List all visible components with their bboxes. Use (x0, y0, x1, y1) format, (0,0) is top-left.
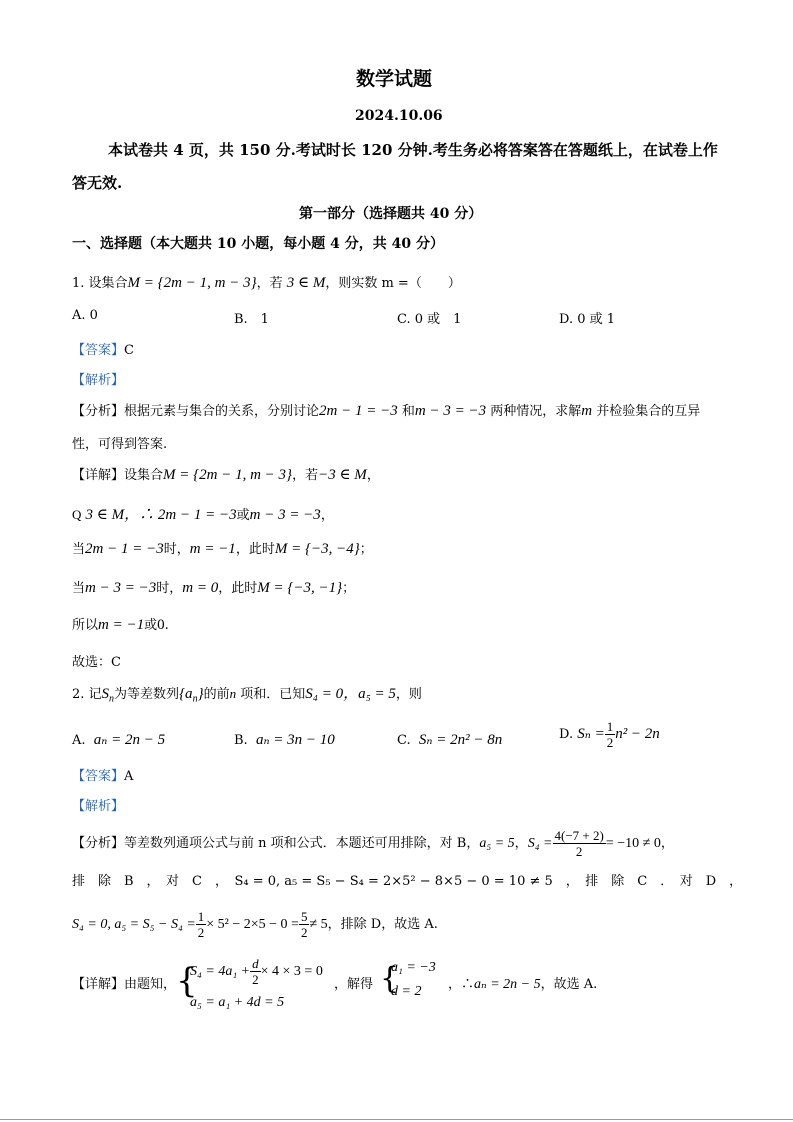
part-heading: 第一部分（选择题共 40 分） (299, 206, 483, 222)
opt-d-den: 2 (606, 735, 614, 750)
q1-option-a[interactable]: A. 0 (72, 308, 98, 323)
q2-seq: {a (179, 686, 193, 702)
detail-text2: ，若 (292, 468, 319, 483)
opt-c-label: C. (397, 733, 411, 748)
detail-therefore: ，∴ (448, 977, 475, 992)
q2-analysis-line2: 排 除 B ， 对 C ， S₄ = 0, a₅ = S₅ − S₄ = 2×5² − 8×5 − 0 = 10 ≠ 5 ， 排 除 C ． 对 D ， (72, 874, 743, 889)
analysis-text3: 并检验集合的互异 (596, 404, 701, 419)
q2-ask: ，则 (395, 687, 422, 702)
analysis-eq1: 2m − 1 = −3 (319, 403, 398, 419)
opt-a-expr: aₙ = 2n − 5 (93, 732, 166, 748)
analysis-m: m (581, 403, 593, 419)
analysis-a5: a₅ = 5 (479, 836, 515, 851)
line3-f1-den: 2 (197, 925, 205, 940)
q1-prefix: 1. 设集合 (72, 276, 128, 291)
q2-mid1: 为等差数列 (114, 687, 180, 702)
case1-set: M = {−3, −4} (274, 541, 360, 557)
opt-b-label: B. (234, 733, 248, 748)
so-val: m = −1 (98, 617, 145, 633)
q1-because-line (72, 503, 334, 524)
q2-seq-close: } (197, 686, 204, 702)
q2-known: S₄ = 0，a₅ = 5 (305, 686, 396, 702)
q2-mid2: 的前 (203, 687, 230, 702)
case2-mid: 时， (156, 581, 183, 596)
sys1-frac (250, 956, 261, 987)
q2-answer (72, 765, 133, 784)
so-pre: 所以 (72, 618, 99, 633)
line3-f2-num: 5 (300, 909, 308, 924)
q1-option-c[interactable]: C. 0 或 1 (397, 312, 462, 327)
q2-mid3: 项和．已知 (240, 687, 306, 702)
case1-then: ，此时 (235, 542, 275, 557)
solution-brace: { (380, 961, 400, 996)
q1-cond-pre: ，若 (256, 276, 283, 291)
q1-ask: ，则实数 m =（ ） (325, 276, 461, 291)
line3-f2-den: 2 (300, 925, 308, 940)
detail-final: ，故选 A. (540, 977, 598, 992)
q2-stem (72, 682, 422, 705)
line3-post: ≠ 5 (309, 917, 328, 932)
opt-b-expr: aₙ = 3n − 10 (255, 732, 335, 748)
line3-text: ，排除 D，故选 A. (327, 917, 438, 932)
q2-seq-sub: n (192, 693, 198, 705)
because-end: ， (320, 508, 334, 523)
case2-eq: m − 3 = −3 (85, 580, 157, 596)
because-b: ，∴ 2m − 1 = −3 (124, 507, 237, 523)
case1-eq: 2m − 1 = −3 (85, 541, 164, 557)
analysis-s4: S₄ = (527, 836, 553, 851)
q2-n: n (229, 686, 237, 701)
analysis-frac-num: 4(−7 + 2) (554, 828, 604, 843)
q1-choice: 故选：C (72, 655, 121, 670)
q1-case1 (72, 538, 373, 558)
q2-sn: S (101, 686, 110, 702)
intro-line-1: 本试卷共 4 页，共 150 分.考试时长 120 分钟.考生务必将答案答在答题纸上，在试卷上作 (108, 141, 718, 159)
opt-c-expr: Sₙ = 2n² − 8n (418, 732, 503, 748)
q2-analysis-line1 (72, 828, 674, 859)
analysis-frac-den: 2 (575, 844, 583, 859)
q2-option-c[interactable] (397, 730, 502, 749)
detail-cond: −3 ∈ M (318, 467, 367, 483)
q1-option-b[interactable]: B. 1 (234, 312, 269, 327)
q1-jiexi-tag: 【解析】 (72, 373, 125, 388)
answer-value: A (124, 769, 134, 784)
q2-sn-sub: n (109, 693, 115, 705)
detail-tag: 【详解】 (72, 468, 125, 483)
case1-end: ； (359, 542, 373, 557)
case1-mid: 时， (163, 542, 190, 557)
analysis-s4-post: = −10 ≠ 0 (605, 836, 661, 851)
line3-pre: S₄ = 0, a₅ = S₅ − S₄ = (72, 917, 196, 932)
q1-answer (72, 339, 134, 358)
case2-end: ； (342, 581, 356, 596)
q2-option-a[interactable] (72, 730, 165, 749)
opt-d-label: D. (559, 727, 574, 742)
detail-text: 设集合 (124, 468, 164, 483)
solution-a1: a₁ = −3 (391, 960, 436, 975)
detail-end: ， (366, 468, 380, 483)
system-brace-left: { (176, 961, 198, 1001)
case1-val: m = −1 (189, 541, 236, 557)
q2-option-d[interactable] (559, 719, 660, 750)
analysis-text: 根据元素与集合的关系，分别讨论 (124, 404, 320, 419)
detail-tag: 【详解】 (72, 977, 125, 992)
page-bottom-divider (0, 1119, 793, 1120)
detail-solve: ，解得 (334, 977, 374, 992)
analysis-eq2: m − 3 = −3 (414, 403, 487, 419)
q2-jiexi-tag: 【解析】 (72, 799, 125, 814)
q1-analysis-line1 (72, 400, 700, 420)
sys1-den: 2 (252, 972, 259, 987)
q2-prefix: 2. 记 (72, 687, 102, 702)
analysis-text: 等差数列通项公式与前 n 项和公式．本题还可用排除，对 B， (124, 836, 480, 851)
q1-set: M = {2m − 1, m − 3} (127, 275, 257, 291)
detail-lead (72, 973, 176, 992)
system-eq1 (190, 956, 323, 987)
case2-pre: 当 (72, 581, 86, 596)
answer-value: C (124, 343, 134, 358)
intro-line-2: 答无效. (72, 174, 123, 192)
opt-a-label: A. (72, 733, 86, 748)
so-end: . (164, 618, 169, 633)
opt-d-num: 1 (606, 719, 614, 734)
sys1-pre: S₄ = 4a₁ + (190, 964, 251, 979)
analysis-tag: 【分析】 (72, 404, 125, 419)
detail-set: M = {2m − 1, m − 3} (163, 467, 293, 483)
analysis-tag: 【分析】 (72, 836, 125, 851)
q1-option-d[interactable]: D. 0 或 1 (559, 312, 616, 327)
page-title: 数学试题 (356, 68, 433, 90)
q1-conclusion (72, 614, 169, 634)
line3-frac1 (196, 909, 207, 940)
case2-val: m = 0 (182, 580, 219, 596)
because-a: 3 ∈ M (85, 507, 125, 523)
exam-date: 2024.10.06 (355, 108, 443, 124)
sys1-num: d (252, 956, 259, 971)
sys1-post: × 4 × 3 = 0 (260, 964, 323, 979)
q2-analysis-line3 (72, 909, 438, 940)
line3-mid: × 5² − 2×5 − 0 = (206, 917, 299, 932)
q1-stem (72, 272, 461, 292)
q1-cond: 3 ∈ M (286, 275, 326, 291)
detail-result (448, 973, 597, 993)
answer-tag: 【答案】 (72, 769, 125, 784)
q2-option-b[interactable] (234, 730, 335, 749)
analysis-end: ， (660, 836, 674, 851)
because-symbol: Q (72, 507, 82, 522)
opt-d-fraction (605, 719, 616, 750)
detail-text: 由题知， (124, 977, 177, 992)
line3-f1-num: 1 (197, 909, 205, 924)
so-or: 或 (144, 618, 158, 633)
q1-analysis-line2: 性，可得到答案. (72, 437, 168, 452)
q1-detail-line1 (72, 464, 380, 484)
because-c: m − 3 = −3 (249, 507, 321, 523)
case2-set: M = {−3, −1} (257, 580, 343, 596)
analysis-text2: 两种情况，求解 (490, 404, 582, 419)
analysis-fraction (553, 828, 606, 859)
section-heading: 一、选择题（本大题共 10 小题，每小题 4 分，共 40 分） (72, 236, 444, 252)
detail-result-expr: aₙ = 2n − 5 (474, 977, 541, 992)
because-or: 或 (236, 508, 250, 523)
q1-case2 (72, 577, 355, 597)
opt-d-pre: Sₙ = (577, 726, 605, 742)
case1-pre: 当 (72, 542, 86, 557)
opt-d-post: n² − 2n (615, 726, 660, 742)
system-eq2: a₅ = a₁ + 4d = 5 (190, 995, 285, 1010)
line3-frac2 (299, 909, 310, 940)
so-zero: 0 (157, 617, 165, 633)
case2-then: ，此时 (218, 581, 258, 596)
solution-d: d = 2 (391, 984, 422, 999)
analysis-comma: ， (514, 836, 528, 851)
answer-tag: 【答案】 (72, 343, 125, 358)
analysis-and: 和 (401, 404, 415, 419)
